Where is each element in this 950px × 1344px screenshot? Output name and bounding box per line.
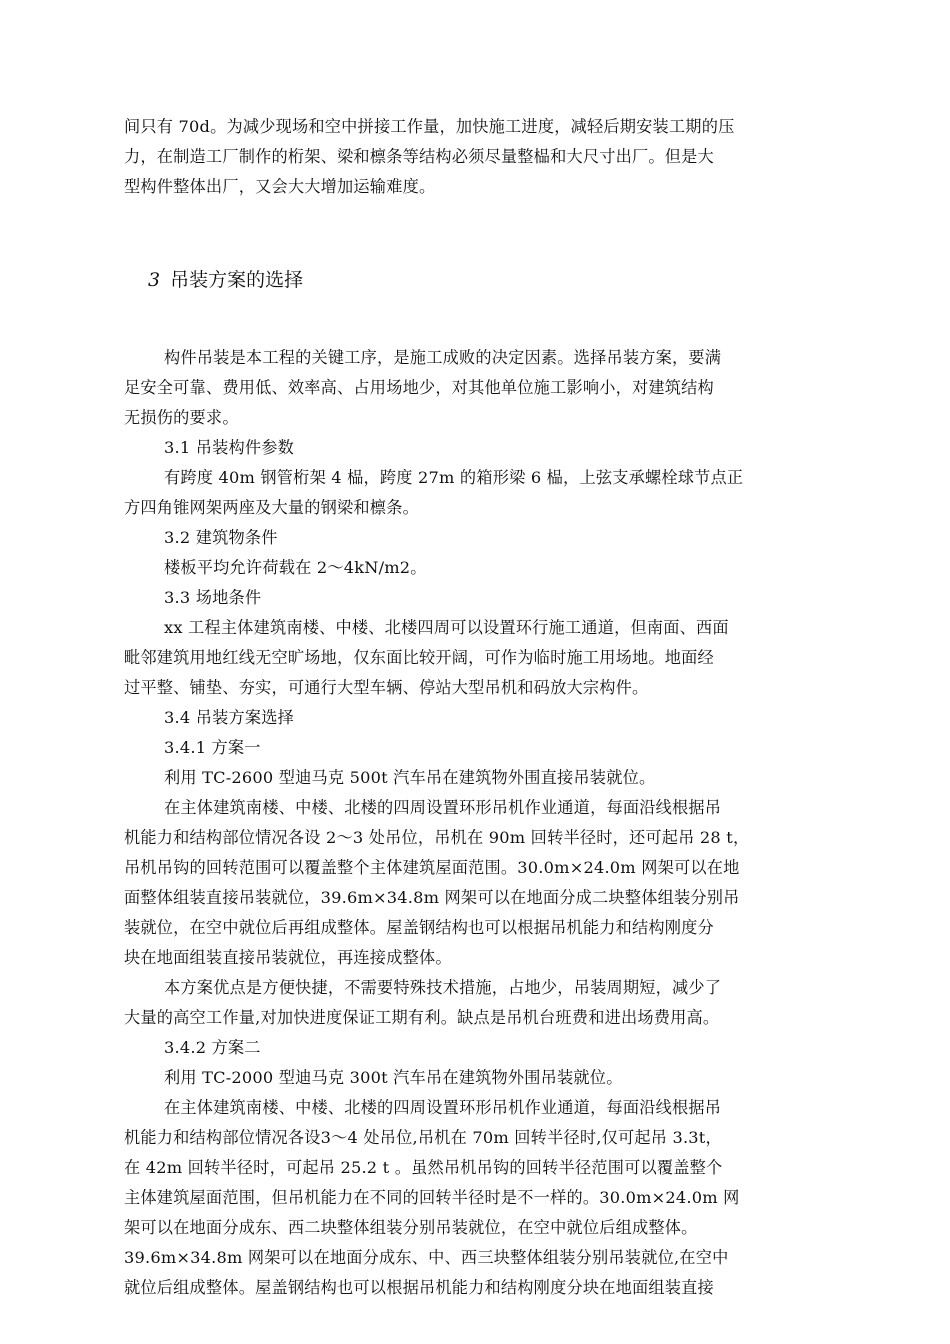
text-line: 机能力和结构部位情况各设 2～3 处吊位，吊机在 90m 回转半径时，还可起吊 28 t， — [124, 828, 750, 847]
text-line: 39.6m×34.8m 网架可以在地面分成东、中、西三块整体组装分别吊装就位,在空中 — [124, 1248, 729, 1267]
text-line: 无损伤的要求。 — [124, 408, 239, 427]
text-line: 间只有 70d。为减少现场和空中拼接工作量，加快施工进度，减轻后期安装工期的压 — [124, 117, 735, 136]
text-line: 装就位，在空中就位后再组成整体。屋盖钢结构也可以根据吊机能力和结构刚度分 — [124, 918, 714, 937]
text-line: 块在地面组装直接吊装就位，再连接成整体。 — [124, 948, 452, 967]
text-line: 利用 TC-2600 型迪马克 500t 汽车吊在建筑物外围直接吊装就位。 — [164, 768, 656, 787]
text-line: 力，在制造工厂制作的桁架、梁和檩条等结构必须尽量整榀和大尺寸出厂。但是大 — [124, 147, 714, 166]
text-line: 利用 TC-2000 型迪马克 300t 汽车吊在建筑物外围吊装就位。 — [164, 1068, 623, 1087]
text-line: 3.3 场地条件 — [164, 588, 262, 607]
text-line: 架可以在地面分成东、西二块整体组装分别吊装就位，在空中就位后组成整体。 — [124, 1218, 698, 1237]
text-line: 3.1 吊装构件参数 — [164, 438, 295, 457]
section-heading — [148, 262, 303, 298]
text-line: 在主体建筑南楼、中楼、北楼的四周设置环形吊机作业通道，每面沿线根据吊 — [164, 798, 722, 817]
text-line: 3.4.2 方案二 — [164, 1038, 261, 1057]
text-line: 过平整、铺垫、夯实，可通行大型车辆、停站大型吊机和码放大宗构件。 — [124, 678, 649, 697]
intro-paragraph — [124, 112, 826, 202]
text-line: 方四角锥网架两座及大量的钢梁和檩条。 — [124, 498, 419, 517]
text-line: 本方案优点是方便快捷，不需要特殊技术措施，占地少，吊装周期短，减少了 — [164, 978, 722, 997]
text-line: 面整体组装直接吊装就位，39.6m×34.8m 网架可以在地面分成二块整体组装分别吊 — [124, 888, 740, 907]
text-line: 大量的高空工作量,对加快进度保证工期有利。缺点是吊机台班费和进出场费用高。 — [124, 1008, 720, 1027]
text-line: 3.2 建筑物条件 — [164, 528, 278, 547]
text-line: 毗邻建筑用地红线无空旷场地，仅东面比较开阔，可作为临时施工用场地。地面经 — [124, 648, 714, 667]
text-line: 型构件整体出厂，又会大大增加运输难度。 — [124, 177, 436, 196]
text-line: 有跨度 40m 钢管桁架 4 榀，跨度 27m 的箱形梁 6 榀，上弦支承螺栓球节点正 — [164, 468, 744, 487]
text-line: 就位后组成整体。屋盖钢结构也可以根据吊机能力和结构刚度分块在地面组装直接 — [124, 1278, 714, 1297]
text-line: 足安全可靠、费用低、效率高、占用场地少，对其他单位施工影响小，对建筑结构 — [124, 378, 714, 397]
text-line: 主体建筑屋面范围，但吊机能力在不同的回转半径时是不一样的。30.0m×24.0m 网 — [124, 1188, 740, 1207]
text-line: 3.4.1 方案一 — [164, 738, 261, 757]
text-line: 楼板平均允许荷载在 2～4kN/m2。 — [164, 558, 427, 577]
text-line: 在主体建筑南楼、中楼、北楼的四周设置环形吊机作业通道，每面沿线根据吊 — [164, 1098, 722, 1117]
text-line: xx 工程主体建筑南楼、中楼、北楼四周可以设置环行施工通道，但南面、西面 — [164, 618, 729, 637]
section-body — [124, 343, 826, 1303]
text-line: 3.4 吊装方案选择 — [164, 708, 295, 727]
section-number: 3 — [148, 269, 161, 291]
section-title: 吊装方案的选择 — [170, 269, 304, 291]
text-line: 在 42m 回转半径时，可起吊 25.2 t 。虽然吊机吊钩的回转半径范围可以覆盖整个 — [124, 1158, 723, 1177]
text-line: 机能力和结构部位情况各设3～4 处吊位,吊机在 70m 回转半径时,仅可起吊 3.3t， — [124, 1128, 722, 1147]
text-line: 构件吊装是本工程的关键工序，是施工成败的决定因素。选择吊装方案，要满 — [164, 348, 722, 367]
text-line: 吊机吊钩的回转范围可以覆盖整个主体建筑屋面范围。30.0m×24.0m 网架可以在地 — [124, 858, 740, 877]
